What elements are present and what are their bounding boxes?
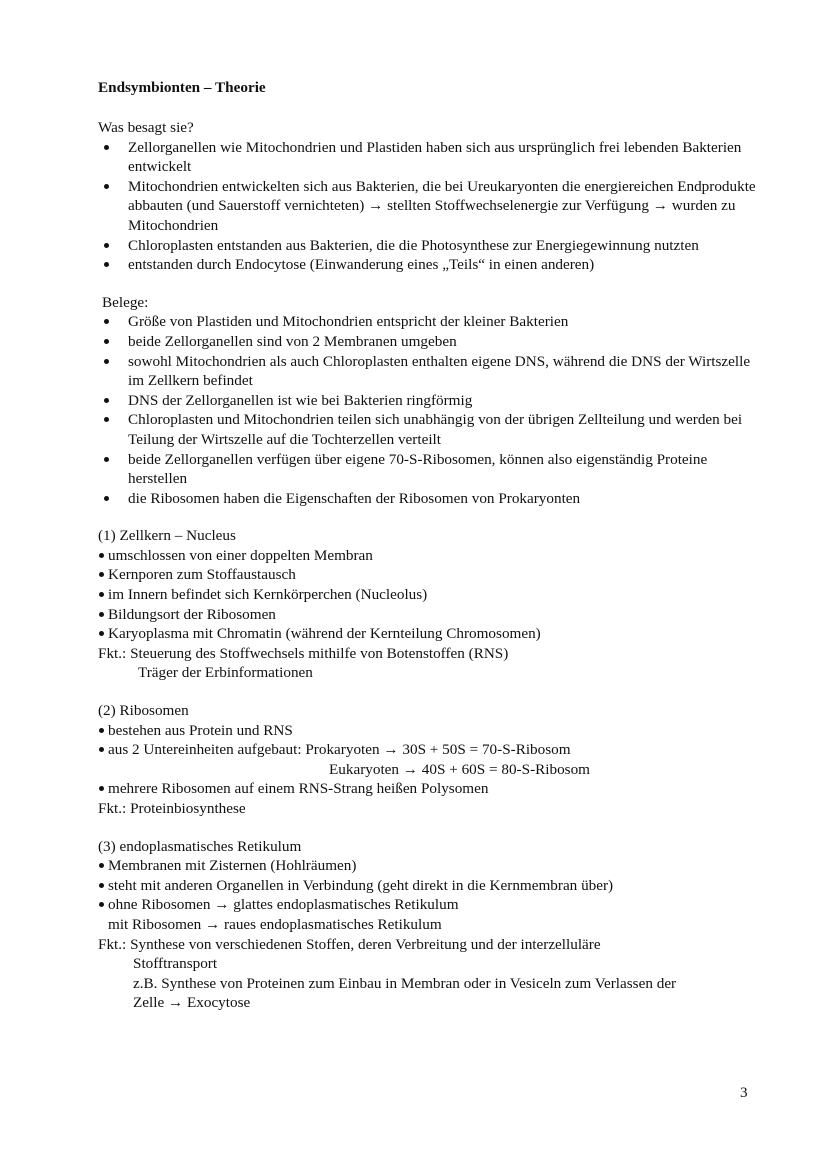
er-function: Fkt.: Synthese von verschiedenen Stoffen, deren Verbreitung und der interzelluläre [98,935,601,953]
list-item: Membranen mit Zisternen (Hohlräumen) [98,856,768,876]
ribosomen-list [98,721,768,760]
zellkern-function-cont: Träger der Erbinformationen [138,664,313,682]
list-item: Karyoplasma mit Chromatin (während der Kernteilung Chromosomen) [98,624,768,644]
list-item: sowohl Mitochondrien als auch Chloroplasten enthalten eigene DNS, während die DNS der Wirtszelle im Zellkern befindet [98,352,768,391]
list-item: Größe von Plastiden und Mitochondrien entspricht der kleiner Bakterien [98,312,768,332]
list-item: beide Zellorganellen sind von 2 Membranen umgeben [98,332,768,352]
er-function-example-cont: Zelle → Exocytose [133,994,251,1012]
list-item: Kernporen zum Stoffaustausch [98,565,768,585]
list-item: Zellorganellen wie Mitochondrien und Plastiden haben sich aus ursprünglich frei lebenden Bakterien entwickelt [98,138,768,177]
er-function-example: z.B. Synthese von Proteinen zum Einbau in Membran oder in Vesiceln zum Verlassen der [133,974,677,992]
ribosomen-list-cont [98,779,768,799]
page-title: Endsymbionten – Theorie [98,79,266,96]
list-item: beide Zellorganellen verfügen über eigene 70-S-Ribosomen, können also eigenständig Proteine herstellen [98,450,768,489]
belege-heading: Belege: [102,293,149,311]
ribosomen-eukaryoten: Eukaryoten → 40S + 60S = 80-S-Ribosom [329,760,590,778]
belege-list [98,312,768,508]
list-item: steht mit anderen Organellen in Verbindung (geht direkt in die Kernmembran über) [98,876,768,896]
list-item: entstanden durch Endocytose (Einwanderung eines „Teils“ in einen anderen) [98,255,768,275]
ribosomen-function: Fkt.: Proteinbiosynthese [98,800,246,817]
zellkern-list [98,546,768,644]
er-function-cont: Stofftransport [133,955,218,973]
theorie-question: Was besagt sie? [98,119,194,136]
list-item: Mitochondrien entwickelten sich aus Bakterien, die bei Ureukaryonten die energiereichen Endprodukte abbauten (und Sauerstoff vernichteten) → stellten Stoffwechselenergie zur Verfügung → wurden zu Mitochondrien [98,177,768,236]
list-item: aus 2 Untereinheiten aufgebaut: Prokaryoten → 30S + 50S = 70-S-Ribosom [98,740,768,760]
list-item: die Ribosomen haben die Eigenschaften der Ribosomen von Prokaryonten [98,489,768,509]
list-item: DNS der Zellorganellen ist wie bei Bakterien ringförmig [98,391,768,411]
list-item: bestehen aus Protein und RNS [98,721,768,741]
er-rough-line: mit Ribosomen → raues endoplasmatisches Retikulum [108,915,442,933]
theorie-list [98,138,768,275]
ribosomen-heading: (2) Ribosomen [98,702,189,720]
zellkern-function: Fkt.: Steuerung des Stoffwechsels mithilfe von Botenstoffen (RNS) [98,644,509,662]
list-item: Chloroplasten und Mitochondrien teilen sich unabhängig von der übrigen Zellteilung und werden bei Teilung der Wirtszelle auf die Tochterzellen verteilt [98,410,768,449]
er-list [98,856,768,915]
list-item: ohne Ribosomen → glattes endoplasmatisches Retikulum [98,895,768,915]
list-item: mehrere Ribosomen auf einem RNS-Strang heißen Polysomen [98,779,768,799]
page-number: 3 [740,1084,748,1101]
list-item: Bildungsort der Ribosomen [98,605,768,625]
list-item: Chloroplasten entstanden aus Bakterien, die die Photosynthese zur Energiegewinnung nutzten [98,236,768,256]
zellkern-heading: (1) Zellkern – Nucleus [98,527,236,545]
er-heading: (3) endoplasmatisches Retikulum [98,837,302,855]
list-item: im Innern befindet sich Kernkörperchen (Nucleolus) [98,585,768,605]
list-item: umschlossen von einer doppelten Membran [98,546,768,566]
